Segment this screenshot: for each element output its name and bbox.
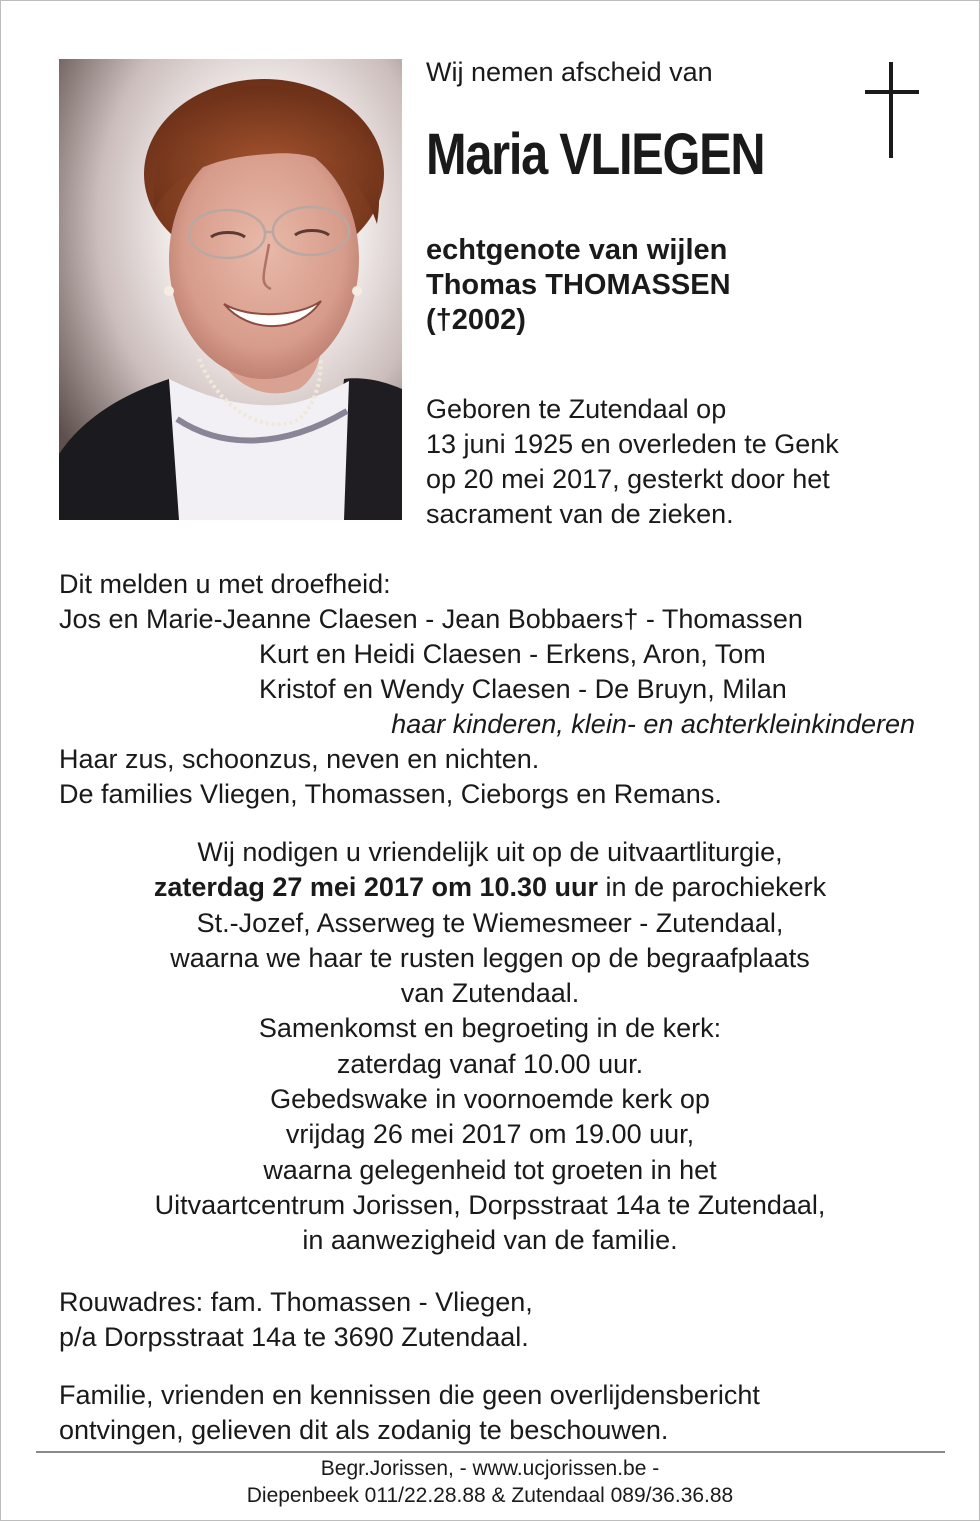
ceremony-block: [0, 835, 980, 1259]
relatives-line: Haar zus, schoonzus, neven en nichten.: [59, 744, 540, 774]
deceased-name: Maria VLIEGEN: [426, 122, 765, 187]
ceremony-line: zaterdag vanaf 10.00 uur.: [336, 1048, 644, 1079]
portrait-illustration: [59, 59, 402, 520]
ceremony-line: Samenkomst en begroeting in de kerk:: [258, 1013, 722, 1044]
mourning-address: [59, 1285, 533, 1355]
ceremony-line: Gebedswake in voornoemde kerk op: [270, 1084, 710, 1115]
footer-divider: [36, 1451, 945, 1453]
ceremony-line: vrijdag 26 mei 2017 om 19.00 uur,: [285, 1119, 695, 1150]
intro-text: Wij nemen afscheid van: [426, 57, 713, 87]
spouse-line: echtgenote van wijlen: [426, 234, 728, 266]
ceremony-date: zaterdag 27 mei 2017 om 10.30 uur: [153, 872, 599, 903]
spouse-block: [426, 233, 731, 338]
family-note: [59, 1378, 760, 1448]
birth-line: 13 juni 1925 en overleden te Genk: [426, 429, 839, 459]
spouse-death-year: (†2002): [426, 304, 526, 336]
relatives-line: De families Vliegen, Thomassen, Cieborgs en Remans.: [59, 779, 722, 809]
ceremony-line: van Zutendaal.: [400, 978, 580, 1009]
relatives-line: Kristof en Wendy Claesen - De Bruyn, Milan: [259, 674, 787, 704]
address-line: Rouwadres: fam. Thomassen - Vliegen,: [59, 1287, 533, 1317]
ceremony-place: in de parochiekerk: [598, 872, 827, 903]
ceremony-line: waarna we haar te rusten leggen op de begraafplaats: [170, 942, 810, 973]
spouse-name: Thomas THOMASSEN: [426, 269, 731, 301]
ceremony-line: Wij nodigen u vriendelijk uit op de uitvaartliturgie,: [197, 837, 783, 867]
ceremony-line: waarna gelegenheid tot groeten in het: [263, 1154, 717, 1185]
birth-death-block: [426, 392, 839, 532]
relatives-line: Jos en Marie-Jeanne Claesen - Jean Bobbaers† - Thomassen: [59, 604, 803, 634]
footer-line: Begr.Jorissen, - www.ucjorissen.be -: [320, 1457, 660, 1480]
cross-icon: [862, 62, 926, 162]
ceremony-line: in aanwezigheid van de familie.: [302, 1225, 678, 1256]
relation-caption: haar kinderen, klein- en achterkleinkinderen: [391, 709, 915, 739]
ceremony-line: Uitvaartcentrum Jorissen, Dorpsstraat 14a te Zutendaal,: [154, 1189, 826, 1220]
ceremony-line: St.-Jozef, Asserweg te Wiemesmeer - Zutendaal,: [196, 907, 784, 938]
birth-line: sacrament van de zieken.: [426, 499, 734, 529]
address-line: p/a Dorpsstraat 14a te 3690 Zutendaal.: [59, 1322, 529, 1352]
note-line: ontvingen, gelieven dit als zodanig te beschouwen.: [59, 1415, 669, 1445]
footer-line: Diepenbeek 011/22.28.88 & Zutendaal 089/36.36.88: [246, 1484, 734, 1507]
portrait-photo: [59, 59, 402, 520]
birth-line: op 20 mei 2017, gesterkt door het: [426, 464, 830, 494]
ceremony-date-line: [0, 870, 980, 905]
announcement-block: [59, 567, 929, 812]
note-line: Familie, vrienden en kennissen die geen overlijdensbericht: [59, 1380, 760, 1410]
funeral-home-footer: [0, 1455, 980, 1509]
announce-intro: Dit melden u met droefheid:: [59, 569, 391, 599]
relatives-line: Kurt en Heidi Claesen - Erkens, Aron, Tom: [259, 639, 766, 669]
birth-line: Geboren te Zutendaal op: [426, 394, 727, 424]
